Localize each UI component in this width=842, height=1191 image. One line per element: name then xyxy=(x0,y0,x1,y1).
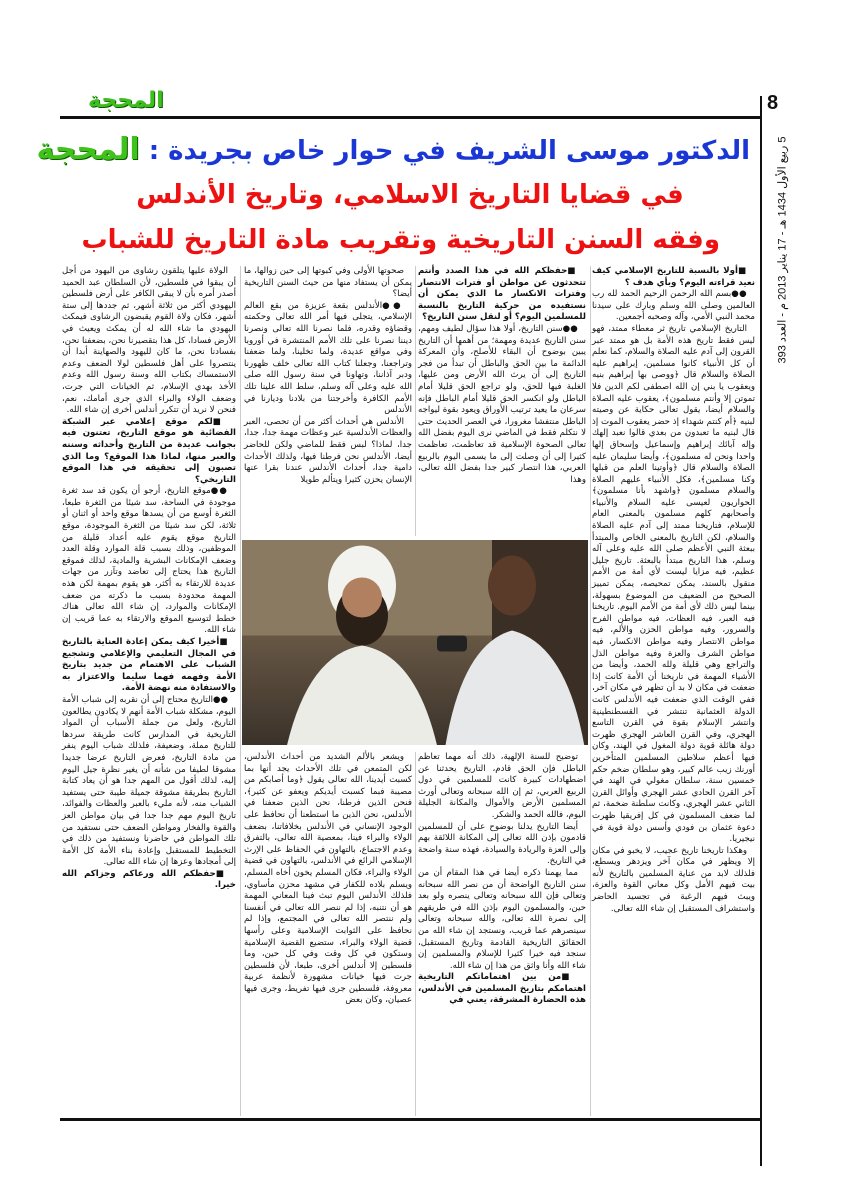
interview-question: ■ حفظكم الله في هذا الصدد وأنتم تتحدثون عن مواطن أو فترات الانتصار وفترات الانكسار ما الذي يمكن أن نستفيده من حركية التاريخ بالنسبة للمسلمين اليوم؟ أو لنقل سنن التاريخ؟ xyxy=(418,266,586,324)
article-paragraph: أيضا التاريخ يدلنا بوضوح على أن للمسلمين قادمون بإذن الله تعالى إلى المكانة اللائقة بهم وإلى العزة والريادة والسيادة، فهذه سنة واضحة في التاريخ. xyxy=(418,821,586,867)
headline-blue: الدكتور موسى الشريف في حوار خاص بجريدة : xyxy=(148,136,750,166)
article-column-2-top xyxy=(418,266,586,486)
header-rule xyxy=(60,116,760,119)
headline-line-3: وفقه السنن التاريخية وتقريب مادة التاريخ للشباب xyxy=(81,225,720,255)
page-number: 8 xyxy=(767,92,779,114)
article-paragraph: الولاة عليها يتلقون رشاوى من اليهود من أجل أن يبقوا في فلسطين، لأن السلطان عبد الحميد أصدر أمره بأن لا يبقى الكافر على أرض فلسطين اليهودي أكثر من ثلاثة أشهر، ثم جددها إلى ستة أشهر، فكان ولاة القوم يقبضون الرشاوى فيمكث اليهودي ما شاء الله له أن يمكث ويعيث في الأرض فسادا، كل هذا بتقصيرنا نحن، بضعفنا نحن، بفسادنا نحن، ما كان لليهود والصهاينة أبدا أن ينتصروا على أهل فلسطين لولا الضعف وعدم الاستمساك بكتاب الله وسنة رسول الله وعدم الأخذ بهدي الإسلام، ثم الخيانات التي جرت، وضعف الولاء والبراء الذي جرى أمامك، نعم، فنحن لا نريد أن تتكرر أندلس أخرى إن شاء الله. xyxy=(62,266,236,416)
interview-question: ■ حفظكم الله ورعاكم وجزاكم الله خيرا. xyxy=(62,869,236,892)
interview-question: ■ أخيرا كيف يمكن إعادة العناية بالتاريخ في المجال التعليمي والإعلامي وتشجيع الشباب على الاهتمام من جديد بتاريخ الأمة وفهمه فهما سليما والاعتزاز به والاستفادة منه نهضة الأمة. xyxy=(62,637,236,695)
article-paragraph: التاريخ الإسلامي تاريخ ثر معطاء ممتد، فهو ليس فقط تاريخ هذه الأمة بل هو ممتد عبر القرون إلى آدم عليه الصلاة والسلام، كما نعلم أن كل الأنبياء كانوا مسلمين، إبراهيم عليه الصلاة والسلام قال ﴿ووصى بها إبراهيم بنيه ويعقوب يا بني إن الله اصطفى لكم الدين فلا تموتن إلا وأنتم مسلمون﴾، يعقوب عليه الصلاة والسلام أيضا، يقول تعالى حكاية عن وصيته لبنيه ﴿أم كنتم شهداء إذ حضر يعقوب الموت إذ قال لبنيه ما تعبدون من بعدي قالوا نعبد إلهك وإله آبائك إبراهيم وإسماعيل وإسحاق إلها واحدا ونحن له مسلمون﴾، وأيضا سليمان عليه الصلاة والسلام قال ﴿وأوتينا العلم من قبلها وكنا مسلمين﴾، فكل الأنبياء عليهم الصلاة والسلام مسلمون ﴿واشهد بأنا مسلمون﴾ الحواريون لعيسى عليه السلام والأنبياء وأصحابهم كلهم مسلمون بالمعنى العام للإسلام، فتاريخنا ممتد إلى آدم عليه الصلاة والسلام، لكن التاريخ بالمعنى الخاص والمبتدأ ببعثة النبي الأعظم صلى الله عليه وعلى آله وسلم، هذا التاريخ مبتدأ بالبعثة. تاريخ جليل عظيم، فيه مزايا ليست لأي أمة من الأمم منقول بالسند، يمكن تمحيصه، يمكن تمييز الصحيح من الضعيف من الموضوع بسهولة، بينما ليس ذلك لأي أمة من الأمم اليوم. تاريخنا فيه العبر، فيه العظات، فيه مواطن الفرح والسرور، وفيه مواطن الحزن والألم، فيه مواطن الانتصار وفيه مواطن الانكسار، فيه مواطن الشرف والعزة وفيه مواطن الذل والتراجع وهي قليلة ولله الحمد، وأيضا من الأشياء المهمة في تاريخنا أن الأمة كانت إذا ضعفت في مكان لا بد أن تظهر في مكان آخر، ففي الوقت الذي ضعفت فيه الأندلس كانت الدولة العثمانية تنتشر في القسطنطينية وانتشر الإسلام بقوة في القرن التاسع الهجري، وفي القرن العاشر الهجري ظهرت دولة هائلة قوية دولة المغول في الهند، وكان فيها أعظم سلاطين المسلمين المتأخرين أورنك زيب عالم كبير، وهو سلطان ضخم حكم خمسين سنة، سلطان مغولي في الهند في آخر القرن الحادي عشر الهجري وأوائل القرن الثاني عشر الهجري، وكانت سلطنة ضخمة، ثم لما ضعف المسلمون في كل إفريقيا ظهرت دعوة عثمان بن فودي وأسس دولة قوية في نيجيريا. xyxy=(592,323,755,845)
margin-rule xyxy=(760,96,762,1166)
article-paragraph: وهكذا تاريخنا تاريخ عجيب، لا يخبو في مكان إلا ويظهر في مكان آخر ويزدهر ويسطع، فلذلك لابد من عناية المسلمين بالتاريخ لأنه بيت فيهم الأمل وكل معاني القوة والعزة، ويبث فيهم الرغبة في تجسيد الحاضر واستشراف المستقبل إن شاء الله تعالى. xyxy=(592,845,755,914)
interview-question: ■ من بين اهتماماتكم التاريخية اهتمامكم بتاريخ المسلمين في الأندلس، هذه الحضارة المشرقة، يعني في xyxy=(418,972,586,1007)
newspaper-brand: المحجة xyxy=(88,88,164,113)
article-paragraph: ويشعر بالألم الشديد من أحداث الأندلس، لكن المتمعن في تلك الأحداث يجد أنها بما كسبت أيدينا، الله تعالى يقول ﴿وما أصابكم من مصيبة فبما كسبت أيديكم ويعفو عن كثير﴾، فنحن الذين فرطنا، نحن الذين ضعفنا في الأندلس، نحن الذين ما استطعنا أن نحافظ على الوجود الإنساني في الأندلس بخلافاتنا، بضعف الولاء والبراء فينا، بمعصية الله تعالى، بالتفرق وعدم الاجتماع، بالتهاون في الحفاظ على الإرث الإسلامي الرائع في الأندلس، بالتهاون في قضية الولاء والبراء، فكان المسلم يخون أخاه المسلم، ويسلم بلاده للكفار في مشهد محزن مأساوي، فلذلك الأندلس اليوم تبث فينا المعاني المهمة هو أن نتنبه، إذا لم ننصر الله تعالى في أنفسنا ولم ننتصر الله تعالى في المجتمع، وإذا لم نحافظ على الثوابت الإسلامية وعلى رأسها قضية الولاء والبراء، ستضيع القضية الإسلامية وستكون في كل وقت وفي كل حين، وما فلسطين إلا أندلس أخرى، طبعا، لأن فلسطين جرت فيها خيانات مشهورة لأنظمة عربية معروفة، فلسطين جرى فيها تفريط، وجرى فيها عصيان، وكان بعض xyxy=(244,752,412,1006)
article-paragraph: ●● الأندلس بقعة عزيزة من بقع العالم الإسلامي، يتجلى فيها أمر الله تعالى وحكمته وقضاؤه وقدره، فلما نصرنا الله تعالى ونصرنا ديننا نصرنا على تلك الأمم المنتشرة في أوروبا وفي مواقع عديدة، ولما تخلينا، ولما ضعفنا وتراجعنا، وجعلنا كتاب الله تعالى خلف ظهورنا ودبر آذاننا، وتهاونا في سنة رسول الله صلى الله عليه وعلى آله وسلم، سلط الله علينا تلك الأمم الكافرة وأخرجتنا من بلادنا وديارنا في الأندلس xyxy=(244,301,412,417)
article-column-1 xyxy=(592,266,755,915)
headline-line-2: في قضايا التاريخ الاسلامي، وتاريخ الأندلس xyxy=(136,180,684,210)
column-divider xyxy=(415,752,416,1116)
article-paragraph: صحوتها الأولى وفي كبوتها إلى حين زوالها، ما يمكن أن يستفاد منها من حيث السنن التاريخية أيضا؟ xyxy=(244,266,412,300)
column-divider xyxy=(240,266,241,1116)
column-divider xyxy=(415,266,416,536)
dateline xyxy=(772,136,792,640)
headline-brand: المحجة xyxy=(36,132,140,167)
article-column-3-top xyxy=(244,266,412,486)
interview-photo xyxy=(242,540,588,745)
article-paragraph: ●● موقع التاريخ، أرجو أن يكون قد سد ثغرة موجودة في الساحة، سد شيئا من الثغرة طبعا، الثغرة أوسع من أن يسدها موقع واحد أو اثنان أو ثلاثة، لكن سد شيئا من الثغرة الموجودة، موقع التاريخ موقع يقوم عليه أعداد قليلة من الموظفين، وذلك بسبب قلة الموارد وقلة العدد وضعف الإمكانات البشرية والمادية، لذلك فموقع التاريخ هذا يحتاج إلى تعاضد وتآزر من جهات عديدة للارتقاء به أكثر، هو يقوم بمهمة لكن هذه المهمة محدودة بسبب ما ذكرته من ضعف الإمكانات والموارد، إن شاء الله تعالى هناك خطط لتوسيع الموقع والارتقاء به عما قريب إن شاء الله. xyxy=(62,486,236,637)
footer-rule xyxy=(60,1118,760,1121)
interview-photo-illustration xyxy=(242,540,588,745)
column-divider xyxy=(590,266,591,1116)
article-column-3-bottom xyxy=(244,752,412,1007)
article-paragraph: مما يهمنا ذكره أيضا في هذا المقام أن من سنن التاريخ الواضحة أن من نصر الله سبحانه وتعالى فإن الله سبحانه وتعالى ينصره ولو بعد حين، والمسلمون اليوم بإذن الله في طريقهم إلى نصرة الله تعالى، والله سبحانه وتعالى سينصرهم عما قريب، ونستجد إن شاء الله من الحقائق التاريخية القادمة وتاريخ المستقبل، سنجد فيه خيرا كثيرا للإسلام والمسلمين إن شاء الله وأنا واثق من هذا إن شاء الله. xyxy=(418,867,586,971)
article-paragraph: ●● التاريخ محتاج إلى أن نقربه إلى شباب الأمة اليوم، مشكلة شباب الأمة أنهم لا يكادون يطالعون التاريخ، ولعل من جملة الأسباب أن المواد التاريخية في المدارس كانت طريقة سردها للتاريخ مملة، وضعيفة، فلذلك شباب اليوم ينفر من مادة التاريخ، فعرض التاريخ عرضا جديدا مشوقا لطيفا من شأنه أن يغير نظرة جيل اليوم إليه، لذلك أقول من المهم جدا هو أن يعاد كتابة التاريخ بطريقة مشوقة جميلة طيبة حتى يستفيد الشباب منه، لأنه مليء بالعبر والعظات والفوائد، تاريخ اليوم مهم جدا جدا في بيان مواطن العز والقوة والفخار ومواطن الضعف حتى نستفيد من تلك المواطن في حاضرنا ونستفيد من ذلك في التخطيط للمستقبل وإعادة بناء الأمة كل الأمة إلى أمجادها وعزها إن شاء الله تعالى. xyxy=(62,695,236,869)
article-paragraph: توضيح للسنة الإلهية، ذلك أنه مهما تعاظم الباطل فإن الحق قادم، التاريخ يحدثنا عن اضطهادات كبيرة كانت للمسلمين في دول الربيع العربي، ثم إن الله سبحانه وتعالى أورث المسلمين الأرض والأموال والمكانة الجليلة اليوم، فالله الحمد والشكر. xyxy=(418,752,586,820)
headline-line-1 xyxy=(36,132,750,167)
article-column-2-bottom xyxy=(418,752,586,1007)
article-paragraph: ●● سنن التاريخ، أولا هذا سؤال لطيف ومهم، سنن التاريخ عديدة ومهمة؛ من أهمها أن التاريخ يبين بوضوح أن البقاء للأصلح، وأن المعركة الدائمة ما بين الحق والباطل أن تبدأ من فجر التاريخ إلى أن يرث الله الأرض ومن عليها، الغلبة فيها للحق، ولو تراجع الحق قليلا أمام الباطل ولو انكسر الحق قليلا أمام الباطل فإنه سرعان ما يعيد ترتيب الأوراق ويعود بقوة ليواجه الباطل منتفشا مغرورا، في العصر الحديث حتى لا نتكلم فقط في الماضي نرى اليوم بفضل الله تعالى الصحوة الإسلامية قد تعاظمت، تعاظمت كثيرا إلى أن وصلت إلى ما يسمى اليوم بالربيع العربي، هذا انتصار كبير جدا بفضل الله تعالى، وهذا xyxy=(418,324,586,486)
article-column-4 xyxy=(62,266,236,892)
interview-question: ■ لكم موقع إعلامي عبر الشبكة الفضائية هو موقع التاريخ، تعتنون فيه بجوانب عديدة من التاريخ وأحداثه وسننه والعبر منها، لماذا هذا الموقع؟ وما الذي تصبون إلى تحقيقه في هذا الموقع التاريخي؟ xyxy=(62,417,236,487)
article-paragraph: الأندلس هي أحداث أكثر من أن تحصى، العبر والعظات الأندلسية عبر وعظات مهمة جدا، جدا، جدا، لماذا؟ لبس فقط للماضي ولكن للحاضر أيضا، الأندلس نحن فرطنا فيها، ولذلك الأحداث دامية جدا، أحداث الأندلس عندنا بقرا عنها الإنسان يحزن كثيرا ويتألم طويلا xyxy=(244,416,412,485)
dateline-text: 5 ربيع الأول 1434 هـ - 17 يناير 2013 م - العدد 393 xyxy=(776,136,789,364)
article-paragraph: ●● بسم الله الرحمن الرحيم الحمد لله رب العالمين وصلى الله وسلم وبارك على سيدنا محمد النبي الأمي، وآله وصحبه أجمعين. xyxy=(592,289,755,324)
interview-question: ■ أولا بالنسبة للتاريخ الإسلامي كيف نعيد قراءته اليوم؟ وبأي هدف ؟ xyxy=(592,266,755,289)
